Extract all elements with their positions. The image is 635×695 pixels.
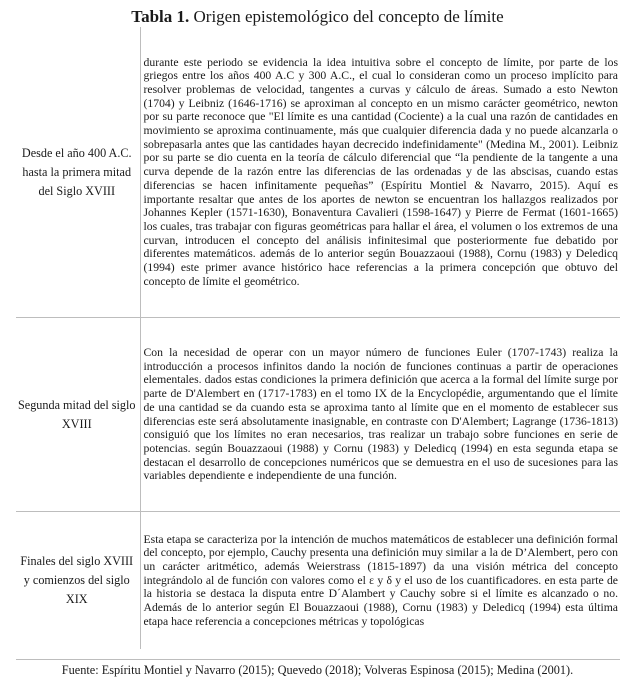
table-caption	[0, 7, 635, 27]
table-row	[16, 27, 620, 318]
table-row	[16, 318, 620, 512]
period-cell: Desde el año 400 A.C. hasta la primera mitad del Siglo XVIII	[16, 27, 140, 318]
table-row	[16, 512, 620, 650]
period-cell: Segunda mitad del siglo XVIII	[16, 318, 140, 512]
description-cell: Con la necesidad de operar con un mayor número de funciones Euler (1707-1743) realiza la introducción a procesos infinitos dando la noción de funciones continuas a partir de operaciones elementales. dados estas condiciones la primera definición que acerca a la formal del límite surge por parte de D'Alembert en (1717-1783) en el tomo IX de la Encyclopédie, argumentando que el límite de una cantidad se da cuando esta se aproxima tanto al límite que en el momento de establecer sus diferencias este será absolutamente inasignable, en contraste con D'Alembert; Lagrange (1736-1813) consiguió que los límites no eran necesarios, tras realizar un trabajo sobre funciones en serie de potencias. según Bouazzaoui (1988) y Cornu (1983) y Deledicq (1994) en esta segunda etapa se destacan el desarrollo de concepciones numéricos que se demuestra en el uso de sucesiones para las variables dependiente e independiente de una función.	[140, 318, 620, 512]
table-caption-label: Tabla 1.	[131, 7, 190, 26]
table-source-note: Fuente: Espíritu Montiel y Navarro (2015); Quevedo (2018); Volveras Espinosa (2015); Medina (2001).	[61, 663, 574, 677]
description-cell: durante este periodo se evidencia la idea intuitiva sobre el concepto de límite, por parte de los griegos entre los años 400 A.C y 300 A.C., el cual lo consideran como un proceso implícito para resolver problemas de velocidad, tangentes a curvas y cálculo de áreas. Sumado a esto Newton (1704) y Leibniz (1646-1716) se aproximan al concepto en un mismo carácter geométrico, newton por su parte reconoce que "El límite es una cantidad (Cociente) a la cual una razón de cantidades en movimiento se aproxima continuamente, más que cualquier diferencia dada y no puede alcanzarla o sobrepasarla antes que las cantidades hayan decrecido indefinidamente" (Medina M., 2001). Leibniz por su parte se dio cuenta en la teoría de cálculo diferencial que “la pendiente de la tangente a una curva depende de la razón entre las diferencias de las ordenadas y de las abscisas, cuando estas diferencias se hacen infinitamente pequeñas” (Espíritu Montiel & Navarro, 2015). Aquí es importante resaltar que antes de los aportes de newton se encuentran los hallazgos realizados por Johannes Kepler (1571-1630), Bonaventura Cavalieri (1598-1647) y Pierre de Fermat (1601-1665) los cuales, tras trabajar con figuras geométricas para hallar el área, el volumen o los extremos de una curvan, introducen el concepto del análisis infinitesimal que posteriormente fue debatido por diferentes matemáticos. además de lo anterior según Bouazzaoui (1988), Cornu (1983) y Deledicq (1994) este primer avance histórico hace referencias a la primera concepción que obtuvo del concepto de límite el geométrico.	[143, 55, 618, 288]
period-cell: Finales del siglo XVIII y comienzos del siglo XIX	[16, 512, 140, 650]
description-cell: Esta etapa se caracteriza por la intención de muchos matemáticos de establecer una definición formal del concepto, por ejemplo, Cauchy presenta una definición muy similar a la de D’Alembert, pero con un carácter aritmético, además Weierstrass (1815-1897) da una visión métrica del concepto integrándolo al de función con valores como el ε y δ y el uso de los cuantificadores. en esta parte de la historia se destaca la disputa entre D´Alambert y Cauchy sobre si el límite es alcanzado o no. Además de lo anterior según El Bouazzaoui (1988), Cornu (1983) y Deledicq (1994) esta última etapa hace referencia a concepciones métricas y topológicas	[140, 512, 620, 650]
table-caption-text: Origen epistemológico del concepto de límite	[193, 7, 504, 26]
epistemology-table	[16, 27, 620, 649]
table-bottom-rule	[16, 659, 620, 660]
